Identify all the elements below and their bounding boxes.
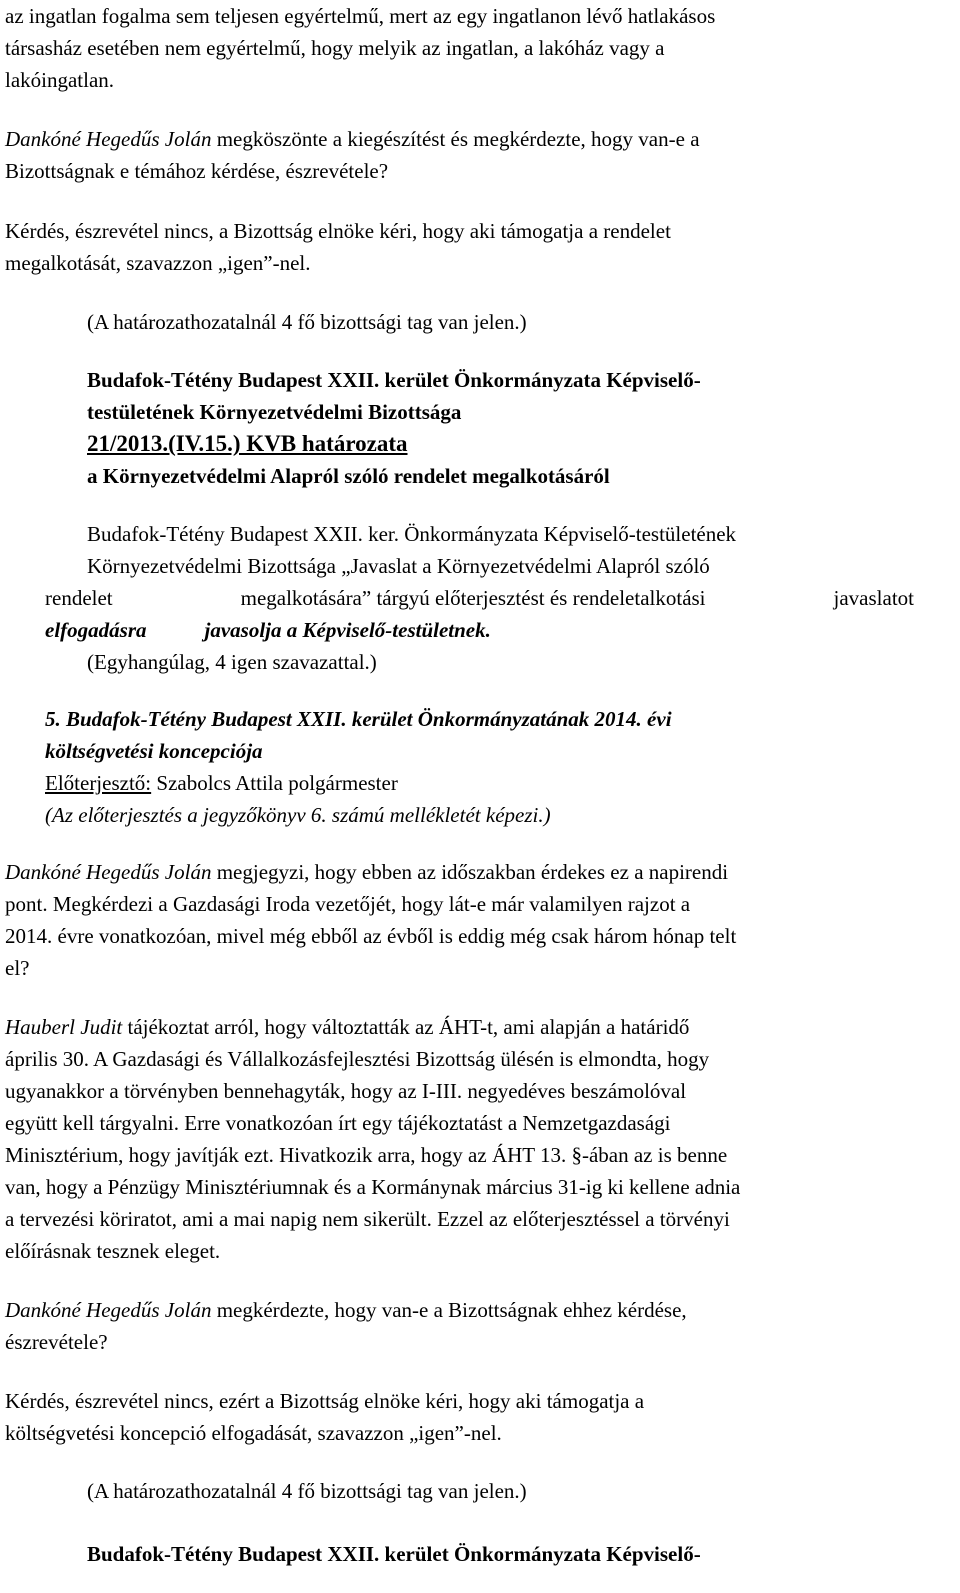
- paragraph-line: [5, 123, 700, 155]
- vote-result: (Egyhangúlag, 4 igen szavazattal.): [87, 650, 377, 674]
- presence-note: (A határozathozatalnál 4 fő bizottsági tag van jelen.): [87, 310, 527, 334]
- paragraph-line: előírásnak tesznek eleget.: [5, 1239, 221, 1263]
- paragraph-line: [5, 1011, 689, 1043]
- resolution-heading: testületének Környezetvédelmi Bizottsága: [87, 400, 462, 424]
- resolution-subject: a Környezetvédelmi Alapról szóló rendelet megalkotásáról: [87, 464, 610, 488]
- paragraph-line: [5, 856, 728, 888]
- paragraph-line: együtt kell tárgyalni. Erre vonatkozóan írt egy tájékoztatást a Nemzetgazdasági: [5, 1111, 671, 1135]
- resolution-text: [45, 582, 914, 614]
- word: megalkotására” tárgyú előterjesztést és rendeletalkotási: [240, 586, 706, 610]
- word: javaslatot: [833, 586, 914, 610]
- paragraph-line: el?: [5, 956, 30, 980]
- paragraph-line: [5, 1294, 687, 1326]
- paragraph-line: megalkotását, szavazzon „igen”-nel.: [5, 251, 311, 275]
- paragraph-line: ugyanakkor a törvényben bennehagyták, hogy az I-III. negyedéves beszámolóval: [5, 1079, 687, 1103]
- presence-note: (A határozathozatalnál 4 fő bizottsági tag van jelen.): [87, 1479, 527, 1503]
- resolution-decision: [45, 614, 491, 646]
- speaker-name: Dankóné Hegedűs Jolán: [5, 127, 212, 151]
- word: javasolja a Képviselő-testületnek.: [204, 618, 491, 642]
- paragraph-text: tájékoztat arról, hogy változtatták az ÁHT-t, ami alapján a határidő: [122, 1015, 690, 1039]
- paragraph-line: 2014. évre vonatkozóan, mivel még ebből az évből is eddig még csak három hónap telt: [5, 924, 737, 948]
- speaker-name: Dankóné Hegedűs Jolán: [5, 1298, 212, 1322]
- paragraph-line: április 30. A Gazdasági és Vállalkozásfejlesztési Bizottság ülésén is elmondta, hogy: [5, 1047, 710, 1071]
- paragraph-text: megjegyzi, hogy ebben az időszakban érdekes ez a napirendi: [211, 860, 729, 884]
- paragraph-text: megköszönte a kiegészítést és megkérdezte, hogy van-e a: [211, 127, 700, 151]
- word: elfogadásra: [45, 618, 147, 642]
- paragraph-line: költségvetési koncepció elfogadását, szavazzon „igen”-nel.: [5, 1421, 502, 1445]
- paragraph-line: Kérdés, észrevétel nincs, a Bizottság elnöke kéri, hogy aki támogatja a rendelet: [5, 219, 671, 243]
- paragraph-line: Minisztérium, hogy javítják ezt. Hivatkozik arra, hogy az ÁHT 13. §-ában az is benne: [5, 1143, 728, 1167]
- paragraph-line: van, hogy a Pénzügy Minisztériumnak és a Kormánynak március 31-ig ki kellene adnia: [5, 1175, 741, 1199]
- agenda-item-title: költségvetési koncepciója: [45, 739, 263, 763]
- resolution-heading: Budafok-Tétény Budapest XXII. kerület Önkormányzata Képviselő-: [87, 1542, 701, 1566]
- annex-note: (Az előterjesztés a jegyzőkönyv 6. számú mellékletét képezi.): [45, 803, 551, 827]
- paragraph-text: megkérdezte, hogy van-e a Bizottságnak ehhez kérdése,: [211, 1298, 687, 1322]
- paragraph-line: a tervezési köriratot, ami a mai napig nem sikerült. Ezzel az előterjesztéssel a törvényi: [5, 1207, 730, 1231]
- paragraph-line: észrevétele?: [5, 1330, 108, 1354]
- resolution-text: Budafok-Tétény Budapest XXII. ker. Önkormányzata Képviselő-testületének: [87, 522, 737, 546]
- resolution-text: Környezetvédelmi Bizottsága „Javaslat a Környezetvédelmi Alapról szóló: [87, 554, 710, 578]
- paragraph-line: az ingatlan fogalma sem teljesen egyértelmű, mert az egy ingatlanon lévő hatlakásos: [5, 4, 716, 28]
- resolution-number: 21/2013.(IV.15.) KVB határozata: [87, 431, 408, 456]
- paragraph-line: társasház esetében nem egyértelmű, hogy melyik az ingatlan, a lakóház vagy a: [5, 36, 665, 60]
- presenter-line: [45, 767, 398, 799]
- presenter-name: Szabolcs Attila polgármester: [151, 771, 398, 795]
- paragraph-line: Kérdés, észrevétel nincs, ezért a Bizottság elnöke kéri, hogy aki támogatja a: [5, 1389, 645, 1413]
- speaker-name: Dankóné Hegedűs Jolán: [5, 860, 212, 884]
- agenda-item-title: 5. Budafok-Tétény Budapest XXII. kerület Önkormányzatának 2014. évi: [45, 707, 672, 731]
- resolution-heading: Budafok-Tétény Budapest XXII. kerület Önkormányzata Képviselő-: [87, 368, 701, 392]
- presenter-label: Előterjesztő:: [45, 771, 152, 795]
- paragraph-line: Bizottságnak e témához kérdése, észrevétele?: [5, 159, 389, 183]
- word: rendelet: [45, 586, 113, 610]
- paragraph-line: pont. Megkérdezi a Gazdasági Iroda vezetőjét, hogy lát-e már valamilyen rajzot a: [5, 892, 691, 916]
- paragraph-line: lakóingatlan.: [5, 68, 115, 92]
- speaker-name: Hauberl Judit: [5, 1015, 123, 1039]
